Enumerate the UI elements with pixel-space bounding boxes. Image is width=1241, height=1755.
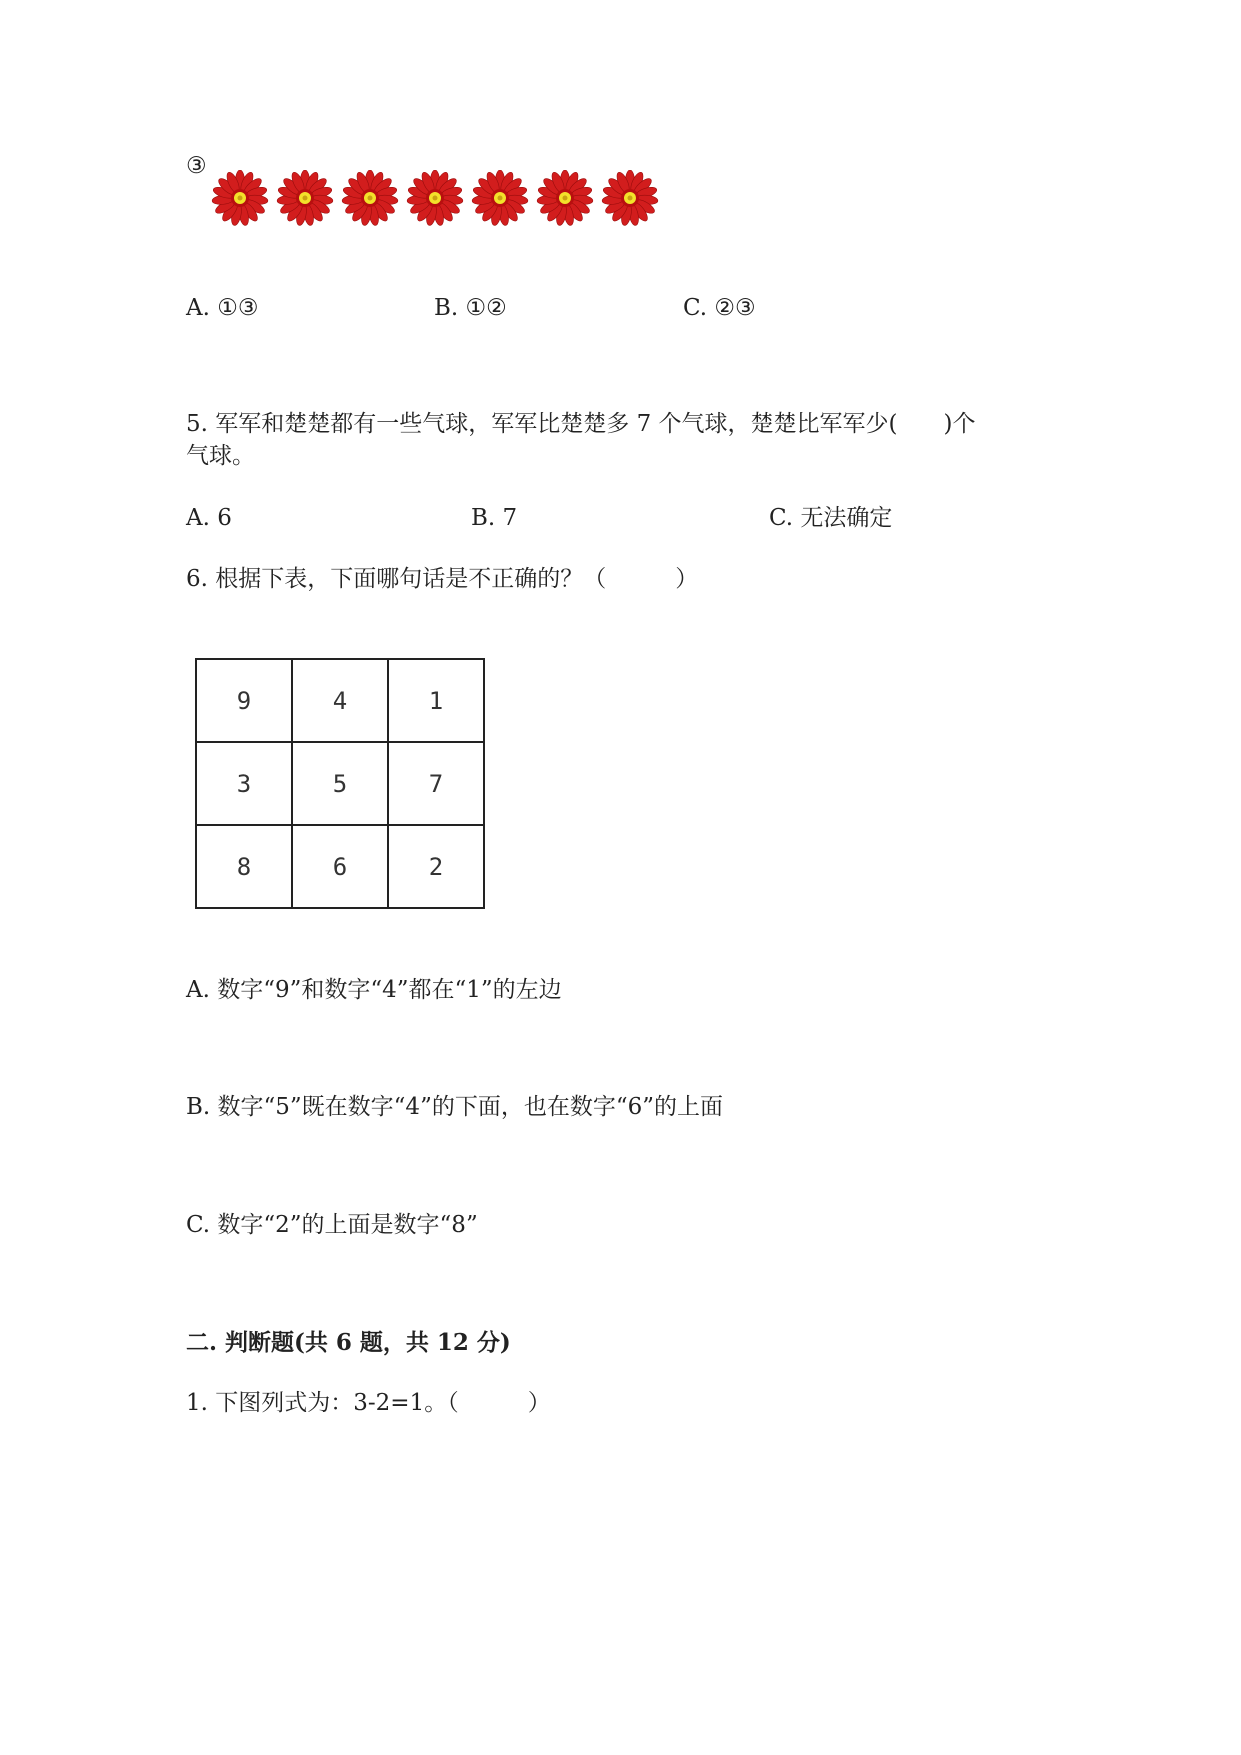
grid-cell: 6: [292, 825, 388, 908]
q4-option-a: A. ①③: [186, 295, 259, 321]
section-heading: 二. 判断题(共 6 题，共 12 分): [186, 1329, 511, 1356]
grid-cell: 5: [292, 742, 388, 825]
item-marker: ③: [186, 153, 207, 179]
grid-cell: 3: [196, 742, 292, 825]
grid-cell: 8: [196, 825, 292, 908]
q6-text: 6. 根据下表，下面哪句话是不正确的？（ ）: [186, 566, 699, 592]
flower-icon: [403, 170, 467, 226]
grid-cell: 7: [388, 742, 484, 825]
flower-icon: [468, 170, 532, 226]
flower-icon: [273, 170, 337, 226]
q6-option-c: C. 数字“2”的上面是数字“8”: [186, 1212, 478, 1238]
grid-cell: 1: [388, 659, 484, 742]
q5-option-b: B. 7: [471, 505, 518, 531]
q5-option-c: C. 无法确定: [769, 505, 893, 531]
grid-cell: 9: [196, 659, 292, 742]
judge-q1-text: 1. 下图列式为：3-2=1。（ ）: [186, 1390, 551, 1416]
flower-icon: [338, 170, 402, 226]
grid-cell: 2: [388, 825, 484, 908]
number-grid: [195, 658, 485, 909]
q5-text-line2: 气球。: [186, 443, 255, 469]
q6-option-a: A. 数字“9”和数字“4”都在“1”的左边: [186, 977, 562, 1003]
q5-text-line1: 5. 军军和楚楚都有一些气球，军军比楚楚多 7 个气球，楚楚比军军少( )个: [186, 411, 976, 437]
q4-option-c: C. ②③: [683, 295, 756, 321]
flower-icon: [598, 170, 662, 226]
q5-option-a: A. 6: [186, 505, 232, 531]
q6-option-b: B. 数字“5”既在数字“4”的下面，也在数字“6”的上面: [186, 1094, 723, 1120]
flower-icon: [533, 170, 597, 226]
flower-icon: [208, 170, 272, 226]
q4-option-b: B. ①②: [434, 295, 507, 321]
flower-row: [208, 170, 663, 226]
grid-cell: 4: [292, 659, 388, 742]
